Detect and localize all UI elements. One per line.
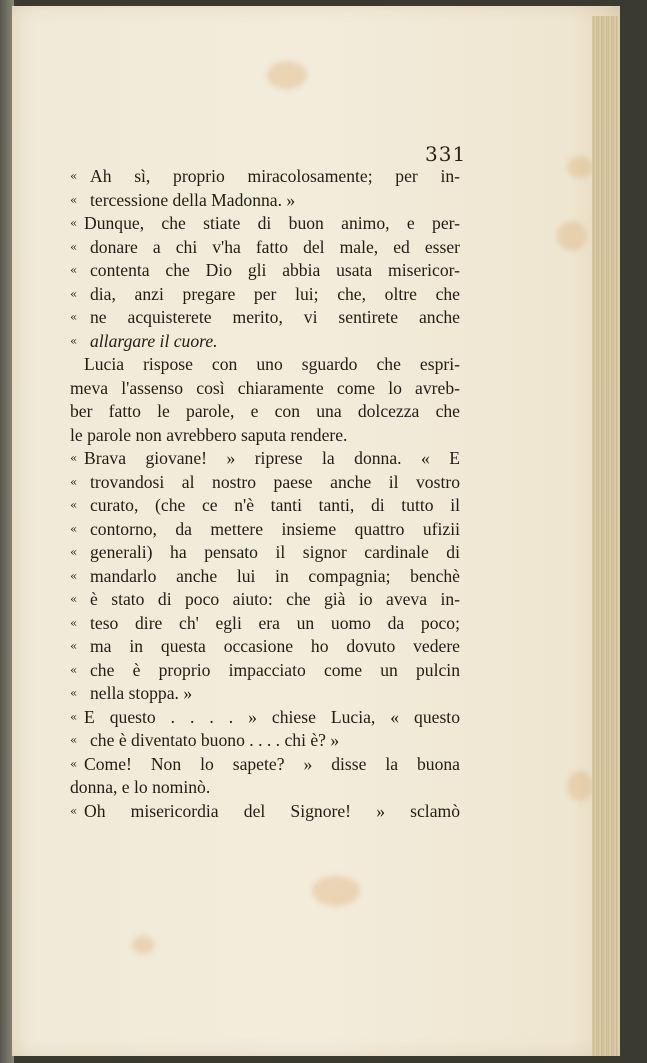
- line-text: tercessione della Madonna. »: [90, 189, 296, 210]
- line-text: ma in questa occasione ho dovuto vedere: [90, 636, 460, 656]
- line-text: E questo . . . . » chiese Lucia, « questo: [84, 706, 460, 727]
- line-text: è stato di poco aiuto: che già io aveva in-: [90, 589, 460, 609]
- line-text: Oh misericordia del Signore! » sclamò: [84, 800, 460, 821]
- line-text: donare a chi v'ha fatto del male, ed esser: [90, 236, 460, 257]
- line-text: dia, anzi pregare per lui; che, oltre che: [90, 283, 460, 304]
- text-line: « Oh misericordia del Signore! » sclamò: [70, 800, 460, 824]
- text-line: « E questo . . . . » chiese Lucia, « questo: [70, 706, 460, 730]
- body-text: [70, 165, 460, 823]
- line-text: Ah sì, proprio miracolosamente; per in-: [90, 166, 460, 186]
- line-text: nella stoppa. »: [90, 683, 193, 703]
- text-line: [70, 424, 460, 448]
- text-line: « trovandosi al nostro paese anche il vostro: [70, 471, 460, 495]
- text-line: « mandarlo anche lui in compagnia; benchè: [70, 565, 460, 589]
- foxing-stain: [267, 61, 307, 89]
- text-line: « donare a chi v'ha fatto del male, ed esser: [70, 236, 460, 260]
- line-text: teso dire ch' egli era un uomo da poco;: [90, 612, 460, 633]
- line-text: curato, (che ce n'è tanti tanti, di tutto il: [90, 495, 460, 515]
- foxing-stain: [132, 936, 154, 954]
- line-text: Dunque, che stiate di buon animo, e per-: [84, 213, 460, 233]
- foxing-stain: [567, 771, 593, 801]
- text-line: « contenta che Dio gli abbia usata misericor-: [70, 259, 460, 283]
- text-line: [70, 353, 460, 377]
- text-line: « che è diventato buono . . . . chi è? »: [70, 729, 460, 753]
- text-line: [70, 400, 460, 424]
- line-text: ne acquisterete merito, vi sentirete anche: [90, 307, 460, 327]
- line-text: che è proprio impacciato come un pulcin: [90, 659, 460, 680]
- line-text: mandarlo anche lui in compagnia; benchè: [90, 565, 460, 586]
- text-line: « curato, (che ce n'è tanti tanti, di tutto il: [70, 494, 460, 518]
- line-text: contorno, da mettere insieme quattro ufizii: [90, 518, 460, 539]
- text-line: « generali) ha pensato il signor cardinale di: [70, 541, 460, 565]
- line-text: che è diventato buono . . . . chi è? »: [90, 730, 340, 750]
- text-line: « Come! Non lo sapete? » disse la buona: [70, 753, 460, 777]
- text-line: « ne acquisterete merito, vi sentirete anche: [70, 306, 460, 330]
- foxing-stain: [312, 876, 360, 906]
- page-edges: [592, 16, 618, 1056]
- foxing-stain: [567, 156, 593, 178]
- line-text: generali) ha pensato il signor cardinale di: [90, 542, 460, 562]
- line-text: donna, e lo nominò.: [70, 777, 211, 797]
- line-text: trovandosi al nostro paese anche il vostro: [90, 471, 460, 492]
- line-text: ber fatto le parole, e con una dolcezza che: [70, 401, 460, 421]
- text-line: « allargare il cuore.: [70, 330, 460, 354]
- line-text: allargare il cuore.: [90, 330, 218, 351]
- line-text: Lucia rispose con uno sguardo che espri-: [84, 354, 460, 374]
- text-line: « dia, anzi pregare per lui; che, oltre che: [70, 283, 460, 307]
- text-line: « nella stoppa. »: [70, 682, 460, 706]
- line-text: meva l'assenso così chiaramente come lo avreb-: [70, 377, 460, 398]
- text-line: « Dunque, che stiate di buon animo, e per-: [70, 212, 460, 236]
- line-text: contenta che Dio gli abbia usata misericor-: [90, 260, 460, 280]
- text-line: « Brava giovane! » riprese la donna. « E: [70, 447, 460, 471]
- text-line: « Ah sì, proprio miracolosamente; per in-: [70, 165, 460, 189]
- foxing-stain: [557, 221, 587, 251]
- line-text: Brava giovane! » riprese la donna. « E: [84, 448, 460, 468]
- page-number: 331: [425, 142, 467, 166]
- line-text: Come! Non lo sapete? » disse la buona: [84, 753, 460, 774]
- text-line: « è stato di poco aiuto: che già io aveva in-: [70, 588, 460, 612]
- line-text: le parole non avrebbero saputa rendere.: [70, 424, 348, 445]
- text-line: « che è proprio impacciato come un pulcin: [70, 659, 460, 683]
- text-line: [70, 776, 460, 800]
- text-line: « teso dire ch' egli era un uomo da poco;: [70, 612, 460, 636]
- text-line: « ma in questa occasione ho dovuto vedere: [70, 635, 460, 659]
- text-line: « tercessione della Madonna. »: [70, 189, 460, 213]
- text-line: « contorno, da mettere insieme quattro ufizii: [70, 518, 460, 542]
- text-line: [70, 377, 460, 401]
